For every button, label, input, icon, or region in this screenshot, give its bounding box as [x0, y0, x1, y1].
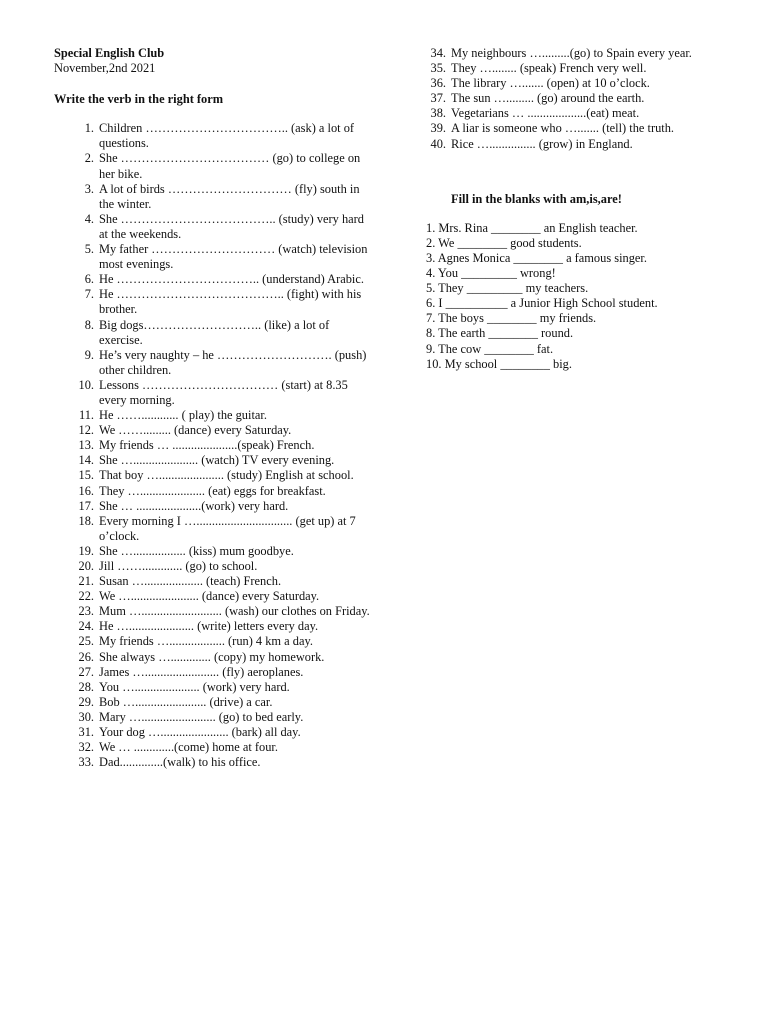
exercise-item	[54, 272, 374, 287]
item-text: He’s very naughty – he ………………………. (push) other children.	[99, 347, 367, 377]
item-text: Dad..............(walk) to his office.	[99, 755, 261, 770]
item-text: Bob …....................... (drive) a car.	[99, 694, 273, 709]
item-number: 24.	[78, 619, 94, 634]
item-number: 19.	[78, 543, 94, 558]
exercise-item	[54, 453, 374, 468]
item-number: 4.	[84, 211, 94, 226]
exercise-item	[54, 665, 374, 680]
item-number: 23.	[78, 604, 94, 619]
exercise-item	[54, 242, 374, 272]
item-number: 25.	[78, 634, 94, 649]
item-text: Mum ….......................... (wash) our clothes on Friday.	[99, 604, 370, 619]
item-text: The library …....... (open) at 10 o’clock.	[451, 76, 650, 91]
fill-blank-item: 8. The earth ________ round.	[426, 326, 574, 341]
item-number: 12.	[78, 423, 94, 438]
exercise-item	[54, 604, 374, 619]
item-number: 35.	[430, 61, 446, 76]
exercise-item	[54, 695, 374, 710]
item-text: She always …............. (copy) my homework.	[99, 649, 325, 664]
item-text: We ……......... (dance) every Saturday.	[99, 423, 292, 438]
exercise-item	[420, 61, 720, 76]
exercise-item	[54, 740, 374, 755]
item-text: Lessons …………………………… (start) at 8.35 every morning.	[99, 377, 348, 407]
exercise-item	[54, 423, 374, 438]
item-number: 15.	[78, 468, 94, 483]
exercise-item	[54, 182, 374, 212]
exercise-item	[420, 76, 720, 91]
item-text: Susan …................... (teach) French.	[99, 574, 282, 589]
item-text: My father ………………………… (watch) television most evenings.	[99, 242, 368, 272]
exercise-item	[54, 544, 374, 559]
item-text: That boy …..................... (study) English at school.	[99, 468, 354, 483]
exercise-item	[54, 514, 374, 544]
item-text: Vegetarians … ...................(eat) meat.	[451, 106, 640, 121]
exercise-item	[54, 755, 374, 770]
exercise-item	[54, 212, 374, 242]
exercise-item	[54, 619, 374, 634]
exercise-item	[54, 499, 374, 514]
item-text: She …................. (kiss) mum goodbye.	[99, 543, 294, 558]
item-text: My neighbours ….........(go) to Spain every year.	[451, 46, 692, 60]
item-number: 8.	[84, 317, 94, 332]
item-number: 37.	[430, 91, 446, 106]
left-column	[54, 46, 374, 770]
worksheet-date: November,2nd 2021	[54, 61, 156, 76]
item-text: Every morning I …............................... (get up) at 7 o’clock.	[99, 513, 356, 543]
item-text: He ………………………………….. (fight) with his brother.	[99, 287, 362, 317]
item-number: 9.	[84, 347, 94, 362]
item-text: She ……………………………….. (study) very hard at the weekends.	[99, 211, 364, 241]
item-number: 10.	[78, 377, 94, 392]
item-number: 40.	[430, 136, 446, 151]
exercise-item	[54, 725, 374, 740]
right-column	[420, 46, 720, 372]
item-number: 22.	[78, 589, 94, 604]
exercise-item	[54, 318, 374, 348]
verb-exercise-list-part2	[420, 46, 720, 152]
item-number: 39.	[430, 121, 446, 136]
exercise-item	[54, 484, 374, 499]
item-text: The sun …......... (go) around the earth.	[451, 91, 645, 106]
item-number: 16.	[78, 483, 94, 498]
item-number: 31.	[78, 725, 94, 740]
item-number: 30.	[78, 709, 94, 724]
item-text: He …………………………….. (understand) Arabic.	[99, 272, 364, 287]
item-text: Jill ……............. (go) to school.	[99, 559, 258, 573]
exercise-item	[420, 121, 720, 136]
item-number: 33.	[78, 755, 94, 770]
fill-blank-item: 3. Agnes Monica ________ a famous singer.	[426, 250, 647, 265]
item-number: 5.	[84, 242, 94, 257]
item-text: My friends … .....................(speak) French.	[99, 438, 315, 453]
exercise-item	[420, 106, 720, 121]
exercise-item	[54, 378, 374, 408]
exercise-item	[420, 137, 720, 152]
item-text: Big dogs……………………….. (like) a lot of exercise.	[99, 317, 330, 347]
exercise-item	[54, 287, 374, 317]
exercise-item	[54, 151, 374, 181]
item-text: Mary …........................ (go) to bed early.	[99, 709, 304, 724]
item-number: 36.	[430, 76, 446, 91]
item-number: 2.	[84, 151, 94, 166]
item-number: 11.	[78, 408, 94, 423]
exercise-item	[54, 650, 374, 665]
item-number: 3.	[84, 181, 94, 196]
item-number: 20.	[78, 559, 94, 573]
exercise-item	[54, 574, 374, 589]
item-text: James …........................ (fly) aeroplanes.	[99, 664, 304, 679]
item-number: 26.	[78, 649, 94, 664]
item-number: 17.	[78, 498, 94, 513]
item-number: 21.	[78, 574, 94, 589]
exercise-item	[54, 438, 374, 453]
item-text: Your dog …...................... (bark) all day.	[99, 725, 301, 740]
item-text: They …..................... (eat) eggs for breakfast.	[99, 483, 326, 498]
fill-blank-item: 1. Mrs. Rina ________ an English teacher.	[426, 220, 638, 235]
fill-blank-list	[420, 221, 720, 372]
item-text: He …..................... (write) letters every day.	[99, 619, 319, 634]
item-text: They …........ (speak) French very well.	[451, 61, 647, 76]
item-text: You …..................... (work) very hard.	[99, 679, 290, 694]
exercise-item	[54, 121, 374, 151]
section1-heading: Write the verb in the right form	[54, 92, 224, 107]
item-text: Children …………………………….. (ask) a lot of questions.	[99, 121, 355, 151]
item-number: 1.	[84, 121, 94, 136]
item-number: 13.	[78, 438, 94, 453]
fill-blank-item: 7. The boys ________ my friends.	[426, 311, 597, 326]
section2-heading: Fill in the blanks with am,is,are!	[451, 191, 622, 206]
exercise-item	[54, 634, 374, 649]
exercise-item	[54, 589, 374, 604]
exercise-item	[54, 348, 374, 378]
exercise-item	[54, 559, 374, 574]
item-text: She …..................... (watch) TV every evening.	[99, 453, 335, 468]
verb-exercise-list-part1	[54, 121, 374, 770]
fill-blank-item: 2. We ________ good students.	[426, 235, 582, 250]
fill-blank-item: 5. They _________ my teachers.	[426, 281, 589, 296]
item-number: 28.	[78, 679, 94, 694]
item-number: 34.	[430, 46, 446, 60]
exercise-item	[420, 91, 720, 106]
fill-blank-item: 4. You _________ wrong!	[426, 266, 556, 281]
item-number: 14.	[78, 453, 94, 468]
item-number: 29.	[78, 694, 94, 709]
exercise-item	[54, 468, 374, 483]
exercise-item	[420, 46, 720, 61]
item-number: 18.	[78, 513, 94, 528]
exercise-item	[54, 680, 374, 695]
item-number: 38.	[430, 106, 446, 121]
item-text: She … .....................(work) very hard.	[99, 498, 289, 513]
item-number: 32.	[78, 740, 94, 755]
item-text: Rice …............... (grow) in England.	[451, 136, 633, 151]
fill-blank-item: 9. The cow ________ fat.	[426, 341, 554, 356]
item-text: He ……............ ( play) the guitar.	[99, 408, 267, 423]
fill-blank-item: 6. I __________ a Junior High School student.	[426, 296, 658, 311]
fill-blank-item: 10. My school ________ big.	[426, 356, 572, 371]
item-text: A liar is someone who …....... (tell) the truth.	[451, 121, 674, 136]
item-text: We … .............(come) home at four.	[99, 740, 278, 755]
exercise-item	[54, 710, 374, 725]
item-text: My friends ….................. (run) 4 km a day.	[99, 634, 313, 649]
spacer	[420, 152, 720, 192]
item-number: 6.	[84, 272, 94, 287]
item-number: 27.	[78, 664, 94, 679]
exercise-item	[54, 408, 374, 423]
item-text: She ……………………………… (go) to college on her bike.	[99, 151, 361, 181]
item-number: 7.	[84, 287, 94, 302]
worksheet-title: Special English Club	[54, 46, 165, 60]
item-text: A lot of birds ………………………… (fly) south in the winter.	[99, 181, 360, 211]
item-text: We …...................... (dance) every Saturday.	[99, 589, 320, 604]
